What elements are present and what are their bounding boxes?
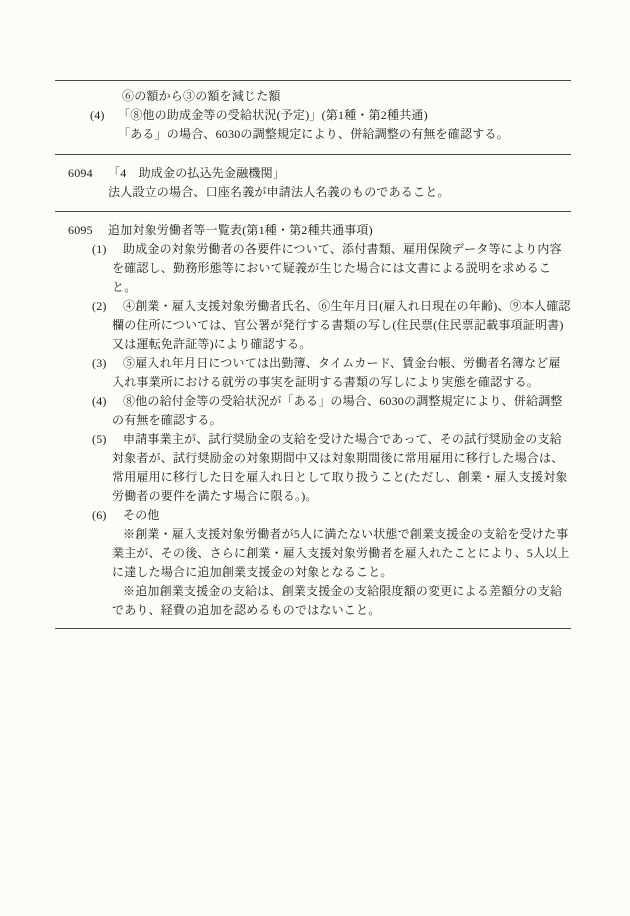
list-item xyxy=(92,506,571,620)
list-item-text: 「⑧他の助成金等の受給状況(予定)」(第1種・第2種共通) xyxy=(118,108,428,122)
section-number: 6095 xyxy=(68,223,93,237)
list-item xyxy=(92,354,571,392)
list-item-text: ⑧他の給付金等の受給状況が「ある」の場合、6030の調整規定により、併給調整の有無を確認する。 xyxy=(112,394,563,427)
section-6095-item-list xyxy=(55,240,571,620)
section-6094 xyxy=(68,164,571,202)
list-item-subtext: 「ある」の場合、6030の調整規定により、併給調整の有無を確認する。 xyxy=(118,127,509,141)
list-item-marker: (2) xyxy=(92,299,107,313)
list-item xyxy=(92,297,571,354)
horizontal-rule xyxy=(55,154,571,155)
note-paragraph: ※創業・雇入支援対象労働者が5人に満たない状態で創業支援金の支給を受けた事業主が、その後、さらに創業・雇入支援対象労働者を雇入れたことにより、5人以上に達した場合に追加創業支援金の対象となること。 xyxy=(112,527,570,579)
amount-result-line: ⑥の額から③の額を減じた額 xyxy=(122,89,281,103)
list-item-marker: (5) xyxy=(92,432,107,446)
carryover-block xyxy=(55,87,571,144)
list-item-text: ⑤雇入れ年月日については出勤簿、タイムカード、賃金台帳、労働者名簿など雇入れ事業所における就労の事実を証明する書類の写しにより実態を確認する。 xyxy=(112,356,561,389)
section-title: 「4 助成金の払込先金融機関」 xyxy=(108,166,286,180)
list-item xyxy=(90,106,571,144)
horizontal-rule xyxy=(55,211,571,212)
list-item-marker: (6) xyxy=(92,508,107,522)
note-paragraph: ※追加創業支援金の支給は、創業支援金の支給限度額の変更による差額分の支給であり、経費の追加を認めるものではないこと。 xyxy=(112,584,563,617)
list-item-text: 助成金の対象労働者の各要件について、添付書類、雇用保険データ等により内容を確認し、勤務形態等において疑義が生じた場合には文書による説明を求めること。 xyxy=(112,242,562,294)
section-body-text: 法人設立の場合、口座名義が申請法人名義のものであること。 xyxy=(108,185,450,199)
horizontal-rule-bottom xyxy=(55,628,571,629)
list-item-marker: (4) xyxy=(92,394,107,408)
list-item xyxy=(92,240,571,297)
document-content xyxy=(55,80,571,629)
list-item-marker: (4) xyxy=(90,108,105,122)
section-number: 6094 xyxy=(68,166,93,180)
list-item-text: その他 xyxy=(123,508,160,522)
section-title: 追加対象労働者等一覧表(第1種・第2種共通事項) xyxy=(108,223,373,237)
list-item-text: ④創業・雇入支援対象労働者氏名、⑥生年月日(雇入れ日現在の年齢)、⑨本人確認欄の住所については、官公署が発行する書類の写し(住民票(住民票記載事項証明書)又は運転免許証等)により確認する。 xyxy=(112,299,571,351)
section-6095 xyxy=(68,221,571,240)
list-item-text: 申請事業主が、試行奨励金の支給を受けた場合であって、その試行奨励金の支給対象者が、試行奨励金の対象期間中又は対象期間後に常用雇用に移行した場合は、常用雇用に移行した日を雇入れ日として取り扱うこと(ただし、創業・雇入支援対象労働者の要件を満たす場合に限る。)。 xyxy=(112,432,568,503)
list-item xyxy=(92,430,571,506)
list-item xyxy=(92,392,571,430)
list-item-marker: (3) xyxy=(92,356,107,370)
horizontal-rule-top xyxy=(55,80,571,81)
list-item-marker: (1) xyxy=(92,242,107,256)
